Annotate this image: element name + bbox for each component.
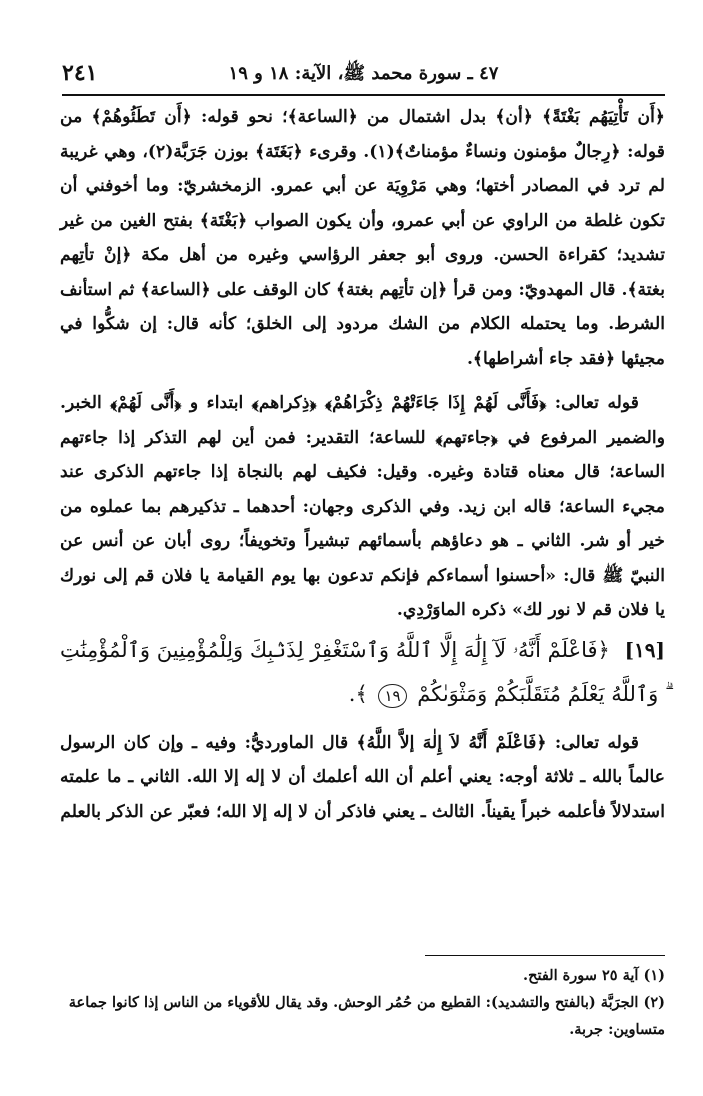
footnote-divider [425, 955, 665, 956]
verse-end: ﴾. [348, 681, 368, 706]
paragraph-3: قوله تعالى: ﴿فَاعْلَمْ أَنَّهُ لاَ إِلٰهَ إلاَّ اللَّهُ﴾ قال الماورديُّ: وفيه ـ وإن كان الرسول عالماً بالله ـ ثلاثة أوجه: يعني أعلم أن الله أعلمك أن لا إله إلا الله. الثاني ـ ما علمته استدلالاً فأعلمه خبراً يقيناً. الثالث ـ يعني فاذكر أن لا إله إلا الله؛ فعبّر عن الذكر بالعلم [60, 732, 665, 822]
quran-verse [60, 628, 665, 716]
page-number: ٢٤١ [62, 60, 98, 86]
footnote-2: (٢) الجرَبَّة (بالفتح والتشديد): القطيع من حُمُر الوحش. وقد يقال للأقوياء من الناس إذا كانوا جماعة متساوين: جربة. [68, 994, 665, 1038]
verse-text: ﴿فَاعْلَمْ أَنَّهُۥ لَآ إِلَٰهَ إِلَّا ٱللَّهُ وَٱسْتَغْفِرْ لِذَنۢبِكَ وَلِلْمُؤْمِنِينَ وَٱلْمُؤْمِنَٰتِ ۗ وَٱللَّهُ يَعْلَمُ مُتَقَلَّبَكُمْ وَمَثْوَىٰكُمْ [60, 637, 665, 706]
paragraph-1: ﴿أَن تَأْتِيَهُم بَغْتَةً﴾ ﴿أن﴾ بدل اشتمال من ﴿الساعة﴾؛ نحو قوله: ﴿أَن تَطَئُوهُمْ﴾ من قوله: ﴿رِجالٌ مؤمنون ونساءٌ مؤمناتٌ﴾(١). وقرىء ﴿بَغَتَة﴾ بوزن جَرَبَّة(٢)، وهي غريبة لم ترد في المصادر أختها؛ وهي مَرْوِيَة عن أبي عمرو. الزمخشريّ: وما أخوفني أن تكون غلطة من الراوي عن أبي عمرو، وأن يكون الصواب ﴿بَغْتَة﴾ بفتح الغين من غير تشديد؛ كقراءة الحسن. وروى أبو جعفر الرؤاسي وغيره من أهل مكة ﴿إنْ تأتِهم بغتة﴾. قال المهدويّ: ومن قرأ ﴿إن تأتِهم بغتة﴾ كان الوقف على ﴿الساعة﴾ ثم استأنف الشرط. وما يحتمله الكلام من الشك مردود إلى الخلق؛ كأنه قال: إن شكُّوا في مجيئها ﴿فقد جاء أشراطها﴾. [60, 107, 665, 369]
page-header [62, 60, 665, 96]
verse-end-mark: ١٩ [378, 684, 406, 708]
verse-number: [١٩] [624, 637, 665, 662]
footnotes [60, 962, 665, 1043]
paragraph-2: قوله تعالى: ﴿فَأَنَّى لَهُمْ إِذَا جَاءَتْهُمْ ذِكْرَاهُمْ﴾ ﴿ذِكراهم﴾ ابتداء و ﴿أَنَّى لَهُمْ﴾ الخبر. والضمير المرفوع في ﴿جاءتهم﴾ للساعة؛ التقدير: فمن أين لهم التذكر إذا جاءتهم الساعة؛ قال معناه قتادة وغيره. وقيل: فكيف لهم بالنجاة إذا جاءتهم الذكرى عند مجيء الساعة؛ قاله ابن زيد. وفي الذكرى وجهان: أحدهما ـ تذكيرهم بما عملوه من خير أو شر. الثاني ـ هو دعاؤهم بأسمائهم تبشيراً وتخويفاً؛ روى أبان عن أنس عن النبيّ ﷺ قال: «أحسنوا أسماءكم فإنكم تدعون بها يوم القيامة يا فلان قم إلى نورك يا فلان قم لا نور لك» ذكره الماوَرْدِي. [60, 393, 665, 620]
main-text [60, 100, 665, 829]
running-title: ٤٧ ـ سورة محمد ﷺ، الآية: ١٨ و ١٩ [228, 63, 499, 84]
footnote-1: (١) آية ٢٥ سورة الفتح. [523, 967, 665, 984]
